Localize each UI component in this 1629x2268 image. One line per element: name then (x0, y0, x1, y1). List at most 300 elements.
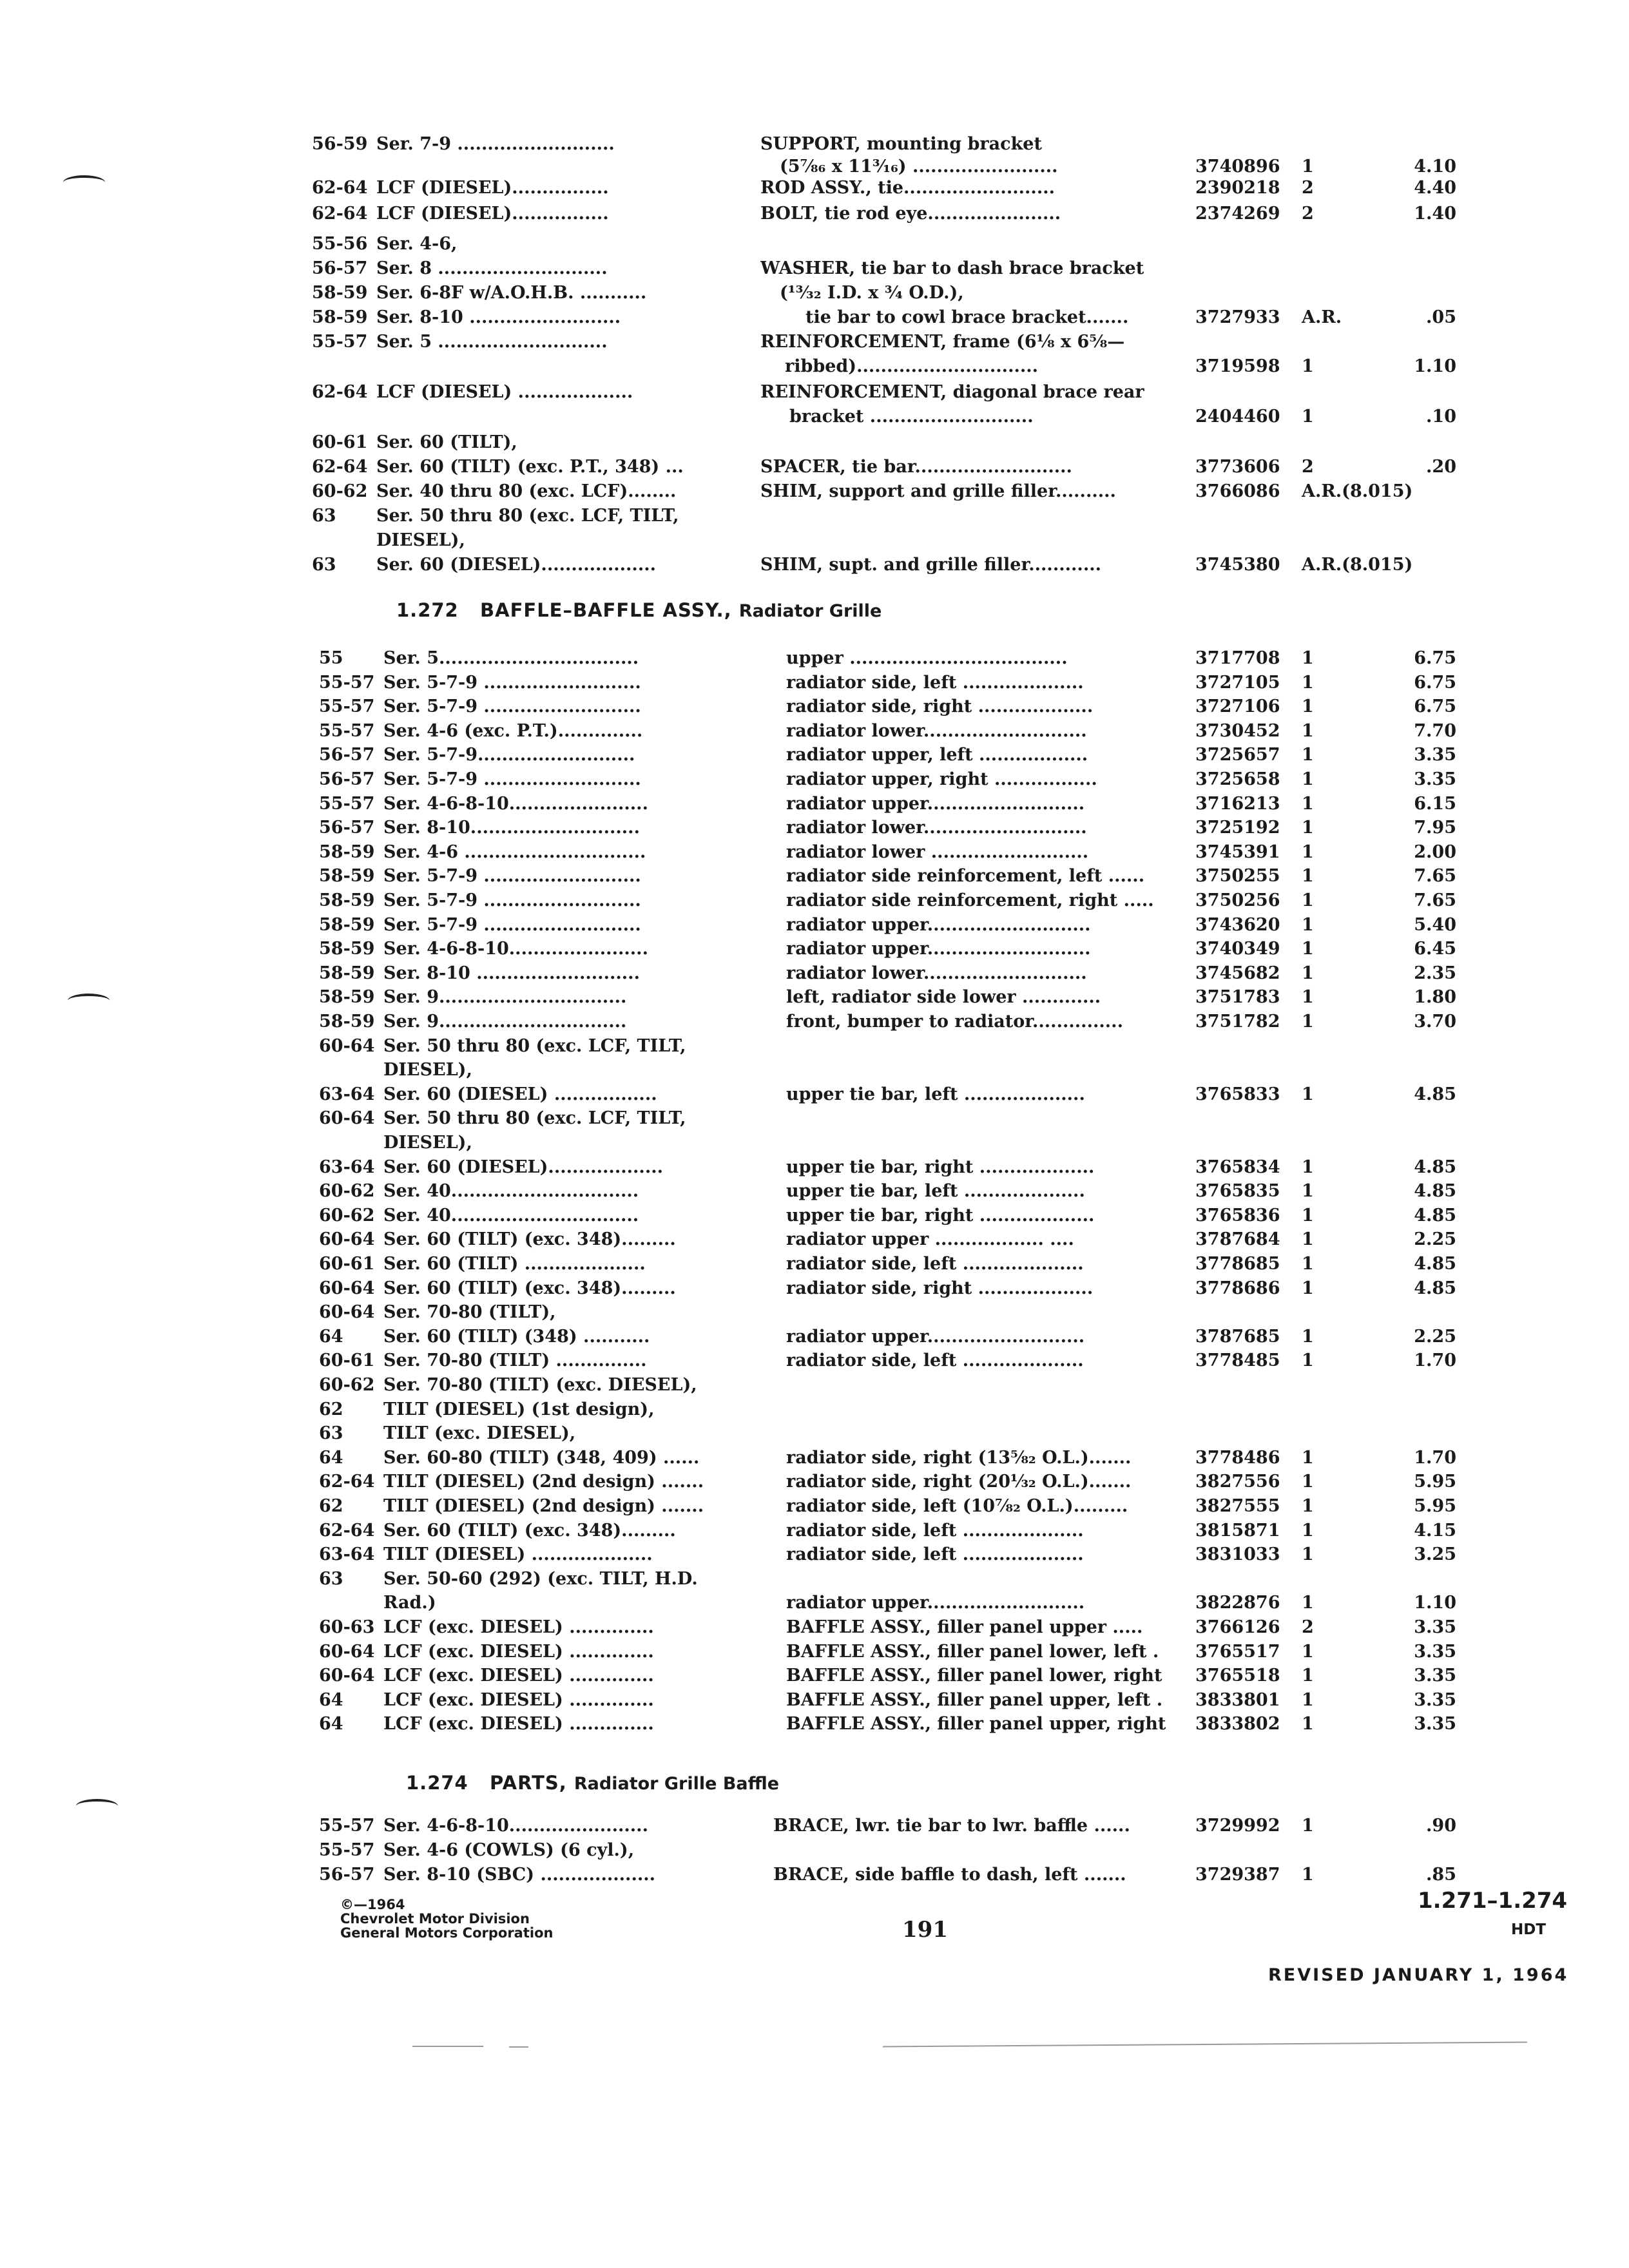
quantity: 1 (1302, 648, 1314, 668)
application-cell: Ser. 50 thru 80 (exc. LCF, TILT, (383, 1035, 686, 1056)
year-cell: 55-56 (312, 234, 368, 254)
application-cell: Ser. 4-6-8-10....................... (383, 793, 648, 814)
part-number: 3827555 (1195, 1496, 1280, 1516)
application-cell: TILT (DIESEL) (2nd design) ....... (383, 1472, 704, 1492)
price: .90 (1426, 1816, 1456, 1836)
application-cell: LCF (exc. DIESEL) .............. (383, 1617, 654, 1637)
price: 1.80 (1414, 987, 1456, 1008)
year-cell: 60-64 (319, 1278, 375, 1298)
price: 6.75 (1414, 697, 1456, 717)
quantity: 1 (1302, 841, 1314, 862)
application-cell: LCF (exc. DIESEL) .............. (383, 1641, 654, 1662)
part-number: 3750256 (1195, 890, 1280, 910)
description-cell: BAFFLE ASSY., filler panel upper, right (786, 1714, 1166, 1735)
description-cell: radiator upper.......................... (786, 1593, 1085, 1613)
application-cell: TILT (DIESEL) (1st design), (383, 1399, 655, 1419)
description-cell: upper .................................... (786, 648, 1068, 668)
description-cell: radiator side reinforcement, right ..... (786, 890, 1154, 910)
year-cell: 60-62 (312, 481, 368, 501)
description-cell: tie bar to cowl brace bracket....... (805, 307, 1129, 327)
quantity: 1 (1302, 769, 1314, 789)
year-cell: 60-64 (319, 1035, 375, 1056)
price: 4.85 (1414, 1278, 1456, 1298)
year-cell: 58-59 (319, 866, 375, 887)
price: 7.95 (1414, 818, 1456, 838)
part-number: 3766086 (1195, 481, 1280, 501)
quantity: 1 (1302, 1229, 1314, 1250)
year-cell: 64 (319, 1714, 343, 1735)
part-number: 3743620 (1195, 914, 1280, 935)
year-cell: 64 (319, 1326, 343, 1347)
description-cell: BAFFLE ASSY., filler panel lower, left . (786, 1641, 1159, 1662)
application-cell: Ser. 5-7-9 .......................... (383, 672, 641, 693)
application-cell: Ser. 70-80 (TILT), (383, 1302, 556, 1323)
application-cell: Ser. 8-10 (SBC) ................... (383, 1865, 656, 1885)
year-cell: 55-57 (319, 1816, 375, 1836)
part-number: 3778686 (1195, 1278, 1280, 1298)
year-cell: 63 (319, 1568, 343, 1589)
description-cell: BRACE, side baffle to dash, left ....... (773, 1865, 1126, 1885)
part-number: 3727106 (1195, 697, 1280, 717)
quantity: 1 (1302, 963, 1314, 983)
corporation: General Motors Corporation (340, 1925, 554, 1941)
year-cell: 56-59 (312, 134, 368, 154)
year-cell: 63-64 (319, 1157, 375, 1177)
margin-mark (63, 175, 105, 189)
part-number: 3765518 (1195, 1666, 1280, 1686)
part-number: 3773606 (1195, 457, 1280, 477)
application-cell: Ser. 5................................. (383, 648, 639, 668)
price: 3.35 (1414, 1641, 1456, 1662)
part-number: 3765833 (1195, 1084, 1280, 1104)
price: .20 (1426, 457, 1456, 477)
bottom-rule (509, 2046, 528, 2048)
section-number: 1.274 (406, 1772, 468, 1794)
quantity: 2 (1302, 204, 1314, 224)
part-number: 2390218 (1195, 178, 1280, 198)
application-cell: DIESEL), (383, 1133, 472, 1153)
quantity: 1 (1302, 1326, 1314, 1347)
description-cell: BAFFLE ASSY., filler panel upper, left . (786, 1689, 1163, 1710)
application-cell: Ser. 8-10 ........................... (383, 963, 640, 983)
part-number: 3822876 (1195, 1593, 1280, 1613)
application-cell: Ser. 8 ............................ (376, 258, 608, 278)
application-cell: Ser. 5-7-9 .......................... (383, 890, 641, 910)
year-cell: 56-57 (319, 745, 375, 765)
part-number: 3765517 (1195, 1641, 1280, 1662)
publisher-block (340, 1898, 553, 1940)
quantity: 1 (1302, 1012, 1314, 1032)
application-cell: Ser. 5-7-9 .......................... (383, 769, 641, 789)
quantity: 1 (1302, 1689, 1314, 1710)
description-cell: radiator upper, right ................. (786, 769, 1097, 789)
quantity: 1 (1302, 672, 1314, 693)
application-cell: Ser. 60 (TILT) (exc. 348)......... (383, 1520, 676, 1541)
quantity: 1 (1302, 793, 1314, 814)
application-cell: Ser. 60 (TILT), (376, 432, 517, 452)
description-cell: radiator upper........................... (786, 914, 1091, 935)
description-cell: radiator lower .......................... (786, 841, 1089, 862)
part-number: 3833801 (1195, 1689, 1280, 1710)
part-number: 2374269 (1195, 204, 1280, 224)
part-number: 3765835 (1195, 1181, 1280, 1202)
quantity: 1 (1302, 356, 1314, 376)
description-cell: front, bumper to radiator............... (786, 1012, 1123, 1032)
year-cell: 60-64 (319, 1108, 375, 1129)
section-heading (406, 1772, 779, 1794)
description-cell: left, radiator side lower ............. (786, 987, 1101, 1008)
price: 7.65 (1414, 890, 1456, 910)
application-cell: LCF (exc. DIESEL) .............. (383, 1689, 654, 1710)
year-cell: 56-57 (319, 818, 375, 838)
application-cell: Ser. 60 (DIESEL)................... (376, 555, 657, 575)
part-number: 3787684 (1195, 1229, 1280, 1250)
section-range: 1.271–1.274 (1418, 1888, 1568, 1914)
year-cell: 58-59 (319, 914, 375, 935)
section-title: PARTS, (490, 1772, 567, 1794)
application-cell: Ser. 4-6, (376, 234, 458, 254)
bottom-rule (883, 2042, 1527, 2048)
application-cell: LCF (DIESEL)................ (376, 178, 609, 198)
year-cell: 60-64 (319, 1302, 375, 1323)
description-cell: upper tie bar, left .................... (786, 1084, 1085, 1104)
application-cell: LCF (DIESEL) ................... (376, 382, 633, 402)
part-number: 3719598 (1195, 356, 1280, 376)
quantity: 1 (1302, 1593, 1314, 1613)
description-cell: radiator upper........................... (786, 939, 1091, 959)
price: 2.00 (1414, 841, 1456, 862)
margin-mark (68, 994, 110, 1008)
part-number: 3725657 (1195, 745, 1280, 765)
application-cell: Ser. 40............................... (383, 1205, 639, 1225)
application-cell: Ser. 40............................... (383, 1181, 639, 1202)
price: 5.95 (1414, 1472, 1456, 1492)
price: 2.25 (1414, 1229, 1456, 1250)
bottom-rule (412, 2046, 483, 2047)
year-cell: 55-57 (319, 697, 375, 717)
page-number: 191 (902, 1917, 948, 1943)
price: 5.40 (1414, 914, 1456, 935)
description-cell: radiator upper.......................... (786, 1326, 1085, 1347)
description-cell: BRACE, lwr. tie bar to lwr. baffle ...... (773, 1816, 1130, 1836)
year-cell: 62-64 (312, 178, 368, 198)
description-cell: BOLT, tie rod eye...................... (760, 204, 1061, 224)
year-cell: 62-64 (312, 382, 368, 402)
price: 6.45 (1414, 939, 1456, 959)
description-cell: radiator side, right (13⅝₂ O.L.)....... (786, 1447, 1132, 1468)
part-number: 3765836 (1195, 1205, 1280, 1225)
description-cell: SHIM, supt. and grille filler............ (760, 555, 1102, 575)
part-number: 3727105 (1195, 672, 1280, 693)
description-cell: SUPPORT, mounting bracket (760, 134, 1042, 154)
description-cell: REINFORCEMENT, frame (6⅛ x 6⅝— (760, 332, 1125, 352)
price: 2.35 (1414, 963, 1456, 983)
year-cell: 63-64 (319, 1544, 375, 1565)
part-number: 3725192 (1195, 818, 1280, 838)
application-cell: Ser. 4-6 (exc. P.T.).............. (383, 720, 643, 741)
quantity: 1 (1302, 1714, 1314, 1735)
price: 1.70 (1414, 1350, 1456, 1371)
price: 4.85 (1414, 1084, 1456, 1104)
description-cell: upper tie bar, right ................... (786, 1157, 1095, 1177)
year-cell: 60-64 (319, 1641, 375, 1662)
application-cell: Ser. 60-80 (TILT) (348, 409) ...... (383, 1447, 700, 1468)
year-cell: 60-62 (319, 1375, 375, 1395)
division: Chevrolet Motor Division (340, 1911, 530, 1927)
quantity: 1 (1302, 1641, 1314, 1662)
section-subtitle: Radiator Grille (738, 601, 882, 621)
quantity: 1 (1302, 1520, 1314, 1541)
part-number: 3751782 (1195, 1012, 1280, 1032)
quantity: 1 (1302, 720, 1314, 741)
year-cell: 55-57 (319, 793, 375, 814)
quantity: 1 (1302, 939, 1314, 959)
application-cell: Ser. 40 thru 80 (exc. LCF)........ (376, 481, 677, 501)
quantity: 1 (1302, 1496, 1314, 1516)
year-cell: 58-59 (319, 987, 375, 1008)
price: .05 (1426, 307, 1456, 327)
quantity: 1 (1302, 818, 1314, 838)
description-cell: radiator side, right ................... (786, 697, 1094, 717)
description-cell: BAFFLE ASSY., filler panel upper ..... (786, 1617, 1143, 1637)
year-cell: 62 (319, 1399, 343, 1419)
quantity: 1 (1302, 890, 1314, 910)
price: .85 (1426, 1865, 1456, 1885)
quantity: 2 (1302, 457, 1314, 477)
year-cell: 60-61 (319, 1254, 375, 1274)
description-cell: upper tie bar, right ................... (786, 1205, 1095, 1225)
year-cell: 58-59 (319, 1012, 375, 1032)
application-cell: Ser. 70-80 (TILT) (exc. DIESEL), (383, 1375, 697, 1395)
application-cell: Ser. 9............................... (383, 987, 627, 1008)
year-cell: 64 (319, 1447, 343, 1468)
quantity: 1 (1302, 407, 1314, 427)
quantity: 1 (1302, 1278, 1314, 1298)
copyright: ©—1964 (340, 1897, 405, 1912)
part-number: 3787685 (1195, 1326, 1280, 1347)
description-cell: (5⅞₆ x 11³⁄₁₆) ........................ (780, 157, 1058, 177)
price: 3.25 (1414, 1544, 1456, 1565)
description-cell: ribbed).............................. (785, 356, 1039, 376)
price: 5.95 (1414, 1496, 1456, 1516)
part-number: 3725658 (1195, 769, 1280, 789)
year-cell: 60-62 (319, 1205, 375, 1225)
section-number: 1.272 (396, 599, 459, 621)
margin-mark (76, 1799, 118, 1813)
application-cell: Ser. 50-60 (292) (exc. TILT, H.D. (383, 1568, 698, 1589)
part-number: 3751783 (1195, 987, 1280, 1008)
application-cell: TILT (DIESEL) (2nd design) ....... (383, 1496, 704, 1516)
part-number: 3815871 (1195, 1520, 1280, 1541)
description-cell: (¹³⁄₃₂ I.D. x ¾ O.D.), (780, 283, 964, 303)
application-cell: Ser. 60 (TILT) (348) ........... (383, 1326, 650, 1347)
application-cell: Ser. 9............................... (383, 1012, 627, 1032)
price: 4.85 (1414, 1254, 1456, 1274)
part-number: 3716213 (1195, 793, 1280, 814)
application-cell: Ser. 5-7-9 .......................... (383, 866, 641, 887)
quantity: 1 (1302, 1865, 1314, 1885)
quantity: 1 (1302, 697, 1314, 717)
year-cell: 60-62 (319, 1181, 375, 1202)
year-cell: 58-59 (319, 939, 375, 959)
section-subtitle: Radiator Grille Baffle (574, 1774, 780, 1794)
application-cell: LCF (exc. DIESEL) .............. (383, 1714, 654, 1735)
price: 3.70 (1414, 1012, 1456, 1032)
quantity: 1 (1302, 157, 1314, 177)
year-cell: 60-61 (319, 1350, 375, 1371)
description-cell: upper tie bar, left .................... (786, 1181, 1085, 1202)
section-title: BAFFLE–BAFFLE ASSY., (480, 599, 732, 621)
description-cell: SPACER, tie bar.......................... (760, 457, 1072, 477)
application-cell: Ser. 60 (TILT) (exc. P.T., 348) ... (376, 457, 684, 477)
part-number: 3765834 (1195, 1157, 1280, 1177)
price: 4.85 (1414, 1205, 1456, 1225)
year-cell: 60-61 (312, 432, 368, 452)
quantity: 1 (1302, 1544, 1314, 1565)
price: 6.75 (1414, 672, 1456, 693)
application-cell: Ser. 60 (TILT) (exc. 348)......... (383, 1229, 676, 1250)
part-number: 3745682 (1195, 963, 1280, 983)
application-cell: Ser. 60 (TILT) (exc. 348)......... (383, 1278, 676, 1298)
price: 3.35 (1414, 769, 1456, 789)
part-number: 3833802 (1195, 1714, 1280, 1735)
description-cell: radiator side, left .................... (786, 1544, 1084, 1565)
price: 3.35 (1414, 1714, 1456, 1735)
year-cell: 60-63 (319, 1617, 375, 1637)
quantity: 1 (1302, 1181, 1314, 1202)
application-cell: Ser. 70-80 (TILT) ............... (383, 1350, 647, 1371)
part-number: 2404460 (1195, 407, 1280, 427)
price: 1.10 (1414, 1593, 1456, 1613)
application-cell: Ser. 7-9 .......................... (376, 134, 615, 154)
year-cell: 63 (319, 1423, 343, 1444)
price: 3.35 (1414, 1666, 1456, 1686)
description-cell: WASHER, tie bar to dash brace bracket (760, 258, 1144, 278)
price: 3.35 (1414, 1689, 1456, 1710)
application-cell: Ser. 60 (DIESEL)................... (383, 1157, 664, 1177)
description-cell: radiator lower........................... (786, 818, 1087, 838)
section-heading (396, 599, 882, 621)
year-cell: 62 (319, 1496, 343, 1516)
price: 4.10 (1414, 157, 1456, 177)
price: 4.85 (1414, 1157, 1456, 1177)
price: 6.15 (1414, 793, 1456, 814)
part-number: 3778486 (1195, 1447, 1280, 1468)
year-cell: 62-64 (319, 1472, 375, 1492)
application-cell: Ser. 5-7-9 .......................... (383, 914, 641, 935)
part-number: 3729387 (1195, 1865, 1280, 1885)
description-cell: radiator upper .................. .... (786, 1229, 1074, 1250)
year-cell: 62-64 (312, 204, 368, 224)
year-cell: 56-57 (319, 769, 375, 789)
quantity: 1 (1302, 1205, 1314, 1225)
part-number: 3766126 (1195, 1617, 1280, 1637)
part-number: 3740349 (1195, 939, 1280, 959)
description-cell: radiator lower........................... (786, 720, 1087, 741)
quantity: 1 (1302, 1447, 1314, 1468)
quantity: A.R.(8.015) (1302, 481, 1413, 501)
quantity: 1 (1302, 866, 1314, 887)
application-cell: DIESEL), (383, 1060, 472, 1081)
application-cell: Ser. 4-6 .............................. (383, 841, 646, 862)
quantity: 2 (1302, 1617, 1314, 1637)
part-number: 3831033 (1195, 1544, 1280, 1565)
part-number: 3729992 (1195, 1816, 1280, 1836)
part-number: 3745391 (1195, 841, 1280, 862)
part-number: 3778685 (1195, 1254, 1280, 1274)
year-cell: 55-57 (319, 1840, 375, 1860)
quantity: 1 (1302, 914, 1314, 935)
part-number: 3740896 (1195, 157, 1280, 177)
application-cell: Ser. 4-6-8-10....................... (383, 1816, 648, 1836)
price: 6.75 (1414, 648, 1456, 668)
application-cell: Ser. 8-10 ......................... (376, 307, 621, 327)
description-cell: BAFFLE ASSY., filler panel lower, right (786, 1666, 1162, 1686)
price: 4.85 (1414, 1181, 1456, 1202)
year-cell: 58-59 (312, 307, 368, 327)
description-cell: radiator side, left (10⅞₂ O.L.)......... (786, 1496, 1128, 1516)
quantity: 1 (1302, 1666, 1314, 1686)
year-cell: 62-64 (312, 457, 368, 477)
price: 7.65 (1414, 866, 1456, 887)
description-cell: radiator side, right (20⅓₂ O.L.)....... (786, 1472, 1132, 1492)
description-cell: radiator side, left .................... (786, 1520, 1084, 1541)
description-cell: bracket ........................... (789, 407, 1034, 427)
application-cell: Ser. 4-6 (COWLS) (6 cyl.), (383, 1840, 635, 1860)
description-cell: radiator side, left .................... (786, 1254, 1084, 1274)
application-cell: LCF (DIESEL)................ (376, 204, 609, 224)
quantity: 1 (1302, 1157, 1314, 1177)
application-cell: Ser. 5-7-9 .......................... (383, 697, 641, 717)
year-cell: 58-59 (312, 283, 368, 303)
year-cell: 63-64 (319, 1084, 375, 1104)
application-cell: Ser. 60 (DIESEL) ................. (383, 1084, 657, 1104)
year-cell: 56-57 (312, 258, 368, 278)
quantity: A.R. (1302, 307, 1342, 327)
quantity: 1 (1302, 1084, 1314, 1104)
year-cell: 55-57 (319, 672, 375, 693)
description-cell: radiator side reinforcement, left ...... (786, 866, 1145, 887)
part-number: 3750255 (1195, 866, 1280, 887)
application-cell: Ser. 50 thru 80 (exc. LCF, TILT, (383, 1108, 686, 1129)
description-cell: radiator lower........................... (786, 963, 1087, 983)
description-cell: radiator side, left .................... (786, 1350, 1084, 1371)
price: 1.70 (1414, 1447, 1456, 1468)
price: 4.15 (1414, 1520, 1456, 1541)
application-cell: Ser. 60 (TILT) .................... (383, 1254, 646, 1274)
quantity: 1 (1302, 745, 1314, 765)
year-cell: 58-59 (319, 890, 375, 910)
year-cell: 63 (312, 506, 336, 526)
description-cell: radiator side, left .................... (786, 672, 1084, 693)
price: 2.25 (1414, 1326, 1456, 1347)
part-number: 3717708 (1195, 648, 1280, 668)
price: 1.40 (1414, 204, 1456, 224)
description-cell: REINFORCEMENT, diagonal brace rear (760, 382, 1144, 402)
application-cell: TILT (DIESEL) .................... (383, 1544, 653, 1565)
quantity: 1 (1302, 987, 1314, 1008)
year-cell: 55-57 (319, 720, 375, 741)
book-code: HDT (1511, 1921, 1547, 1938)
quantity: 1 (1302, 1472, 1314, 1492)
description-cell: radiator upper, left .................. (786, 745, 1088, 765)
application-cell: Ser. 5 ............................ (376, 332, 608, 352)
quantity: 2 (1302, 178, 1314, 198)
application-cell: Ser. 8-10............................ (383, 818, 640, 838)
quantity: 1 (1302, 1350, 1314, 1371)
description-cell: SHIM, support and grille filler.......... (760, 481, 1116, 501)
application-cell: Rad.) (383, 1593, 436, 1613)
